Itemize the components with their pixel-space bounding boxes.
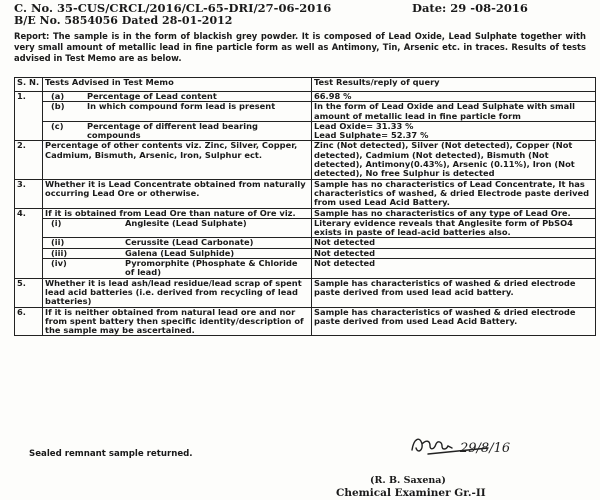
handwritten-signature — [408, 428, 526, 462]
serial-number: 2. — [15, 141, 43, 179]
test-cell — [43, 259, 312, 279]
report-date: Date: 29 -08-2016 — [412, 1, 528, 15]
table-row — [15, 218, 596, 238]
table-row — [15, 238, 596, 248]
test-cell — [43, 102, 312, 122]
table-row — [15, 259, 596, 279]
result-cell: Sample has characteristics of washed & dried electrode paste derived from used lead acid battery. — [312, 278, 596, 307]
examiner-name: (R. B. Saxena) — [370, 475, 446, 486]
sub-label: (ii) — [51, 237, 65, 248]
test-cell — [43, 218, 312, 238]
result-cell: Literary evidence reveals that Anglesite form of PbSO4 exists in paste of lead-acid batteries also. — [312, 218, 596, 238]
test-cell: Whether it is Lead Concentrate obtained from naturally occurring Lead Ore or otherwise. — [43, 179, 312, 208]
table-row — [15, 208, 596, 218]
sub-test-text: Percentage of Lead content — [87, 91, 217, 101]
sub-label: (b) — [51, 101, 65, 112]
table-row — [15, 278, 596, 307]
sub-label: (a) — [51, 91, 65, 101]
signature-date: 29/8/16 — [460, 441, 511, 456]
test-cell: Percentage of other contents viz. Zinc, Silver, Copper, Cadmium, Bismuth, Arsenic, Iron, Sulphur ect. — [43, 141, 312, 179]
result-cell: Sample has no characteristics of any type of Lead Ore. — [312, 208, 596, 218]
table-row — [15, 307, 596, 336]
table-row — [15, 248, 596, 258]
result-cell — [312, 121, 596, 141]
sub-test-text: Pyromorphite (Phosphate & Chloride of lead) — [125, 258, 298, 278]
result-line: Lead Sulphate= 52.37 % — [314, 130, 429, 141]
column-header-tests: Tests Advised in Test Memo — [43, 78, 312, 92]
test-cell: Whether it is lead ash/lead residue/lead scrap of spent lead acid batteries (i.e. derived from recycling of lead batteries) — [43, 278, 312, 307]
result-cell: Not detected — [312, 248, 596, 258]
report-summary: Report: The sample is in the form of blackish grey powder. It is composed of Lead Oxide, Lead Sulphate together with very small amount of metallic lead in fine particle form as well as Antimony, Tin, Arsenic etc. in traces. Results of tests advised in Test Memo are as below. — [14, 31, 586, 63]
test-cell — [43, 248, 312, 258]
table-row — [15, 92, 596, 102]
result-cell: Not detected — [312, 259, 596, 279]
sub-label: (i) — [51, 217, 62, 228]
sub-test-text: In which compound form lead is present — [87, 101, 276, 112]
serial-number: 6. — [15, 307, 43, 336]
sub-label: (iii) — [51, 247, 68, 258]
column-header-results: Test Results/reply of query — [312, 78, 596, 92]
result-cell: Sample has characteristics of washed & dried electrode paste derived from used Lead Acid Battery. — [312, 307, 596, 336]
serial-number: 5. — [15, 278, 43, 307]
result-line: Lead Oxide= 31.33 % — [314, 120, 414, 131]
table-header-row — [15, 78, 596, 92]
table-row — [15, 102, 596, 122]
serial-number: 4. — [15, 208, 43, 278]
test-cell — [43, 238, 312, 248]
examiner-title: Chemical Examiner Gr.-II — [336, 487, 486, 499]
bill-of-entry-number: B/E No. 5854056 Dated 28-01-2012 — [14, 14, 233, 27]
sub-label: (c) — [51, 120, 64, 131]
result-cell: Zinc (Not detected), Silver (Not detected), Copper (Not detected), Cadmium (Not detected), Bismuth (Not detected), Antimony(0.43%), Arsenic (0.11%), Iron (Not detected), No free Sulphur is detected — [312, 141, 596, 179]
sub-test-text: Cerussite (Lead Carbonate) — [125, 237, 254, 248]
test-cell — [43, 121, 312, 141]
serial-number: 3. — [15, 179, 43, 208]
result-cell: Sample has no characteristics of Lead Concentrate, It has characteristics of washed, & dried Electrode paste derived from used Lead Acid Battery. — [312, 179, 596, 208]
case-number: C. No. 35-CUS/CRCL/2016/CL-65-DRI/27-06-2016 — [14, 1, 332, 15]
sealed-remnant-note: Sealed remnant sample returned. — [29, 449, 193, 459]
sub-test-text: Anglesite (Lead Sulphate) — [125, 217, 247, 228]
sub-test-text: Percentage of different lead bearing compounds — [87, 120, 258, 141]
result-cell: Not detected — [312, 238, 596, 248]
test-cell — [43, 92, 312, 102]
sub-test-text: Galena (Lead Sulphide) — [125, 247, 235, 258]
test-cell: If it is neither obtained from natural lead ore and nor from spent battery then specific identity/description of the sample may be ascertained. — [43, 307, 312, 336]
test-cell: If it is obtained from Lead Ore than nature of Ore viz. — [43, 208, 312, 218]
table-row — [15, 141, 596, 179]
table-row — [15, 179, 596, 208]
sub-label: (iv) — [51, 258, 67, 269]
result-cell: In the form of Lead Oxide and Lead Sulphate with small amount of metallic lead in fine particle form — [312, 102, 596, 122]
result-cell: 66.98 % — [312, 92, 596, 102]
serial-number: 1. — [15, 92, 43, 141]
test-results-table — [14, 77, 596, 336]
column-header-sn: S. N. — [15, 78, 43, 92]
table-row — [15, 121, 596, 141]
